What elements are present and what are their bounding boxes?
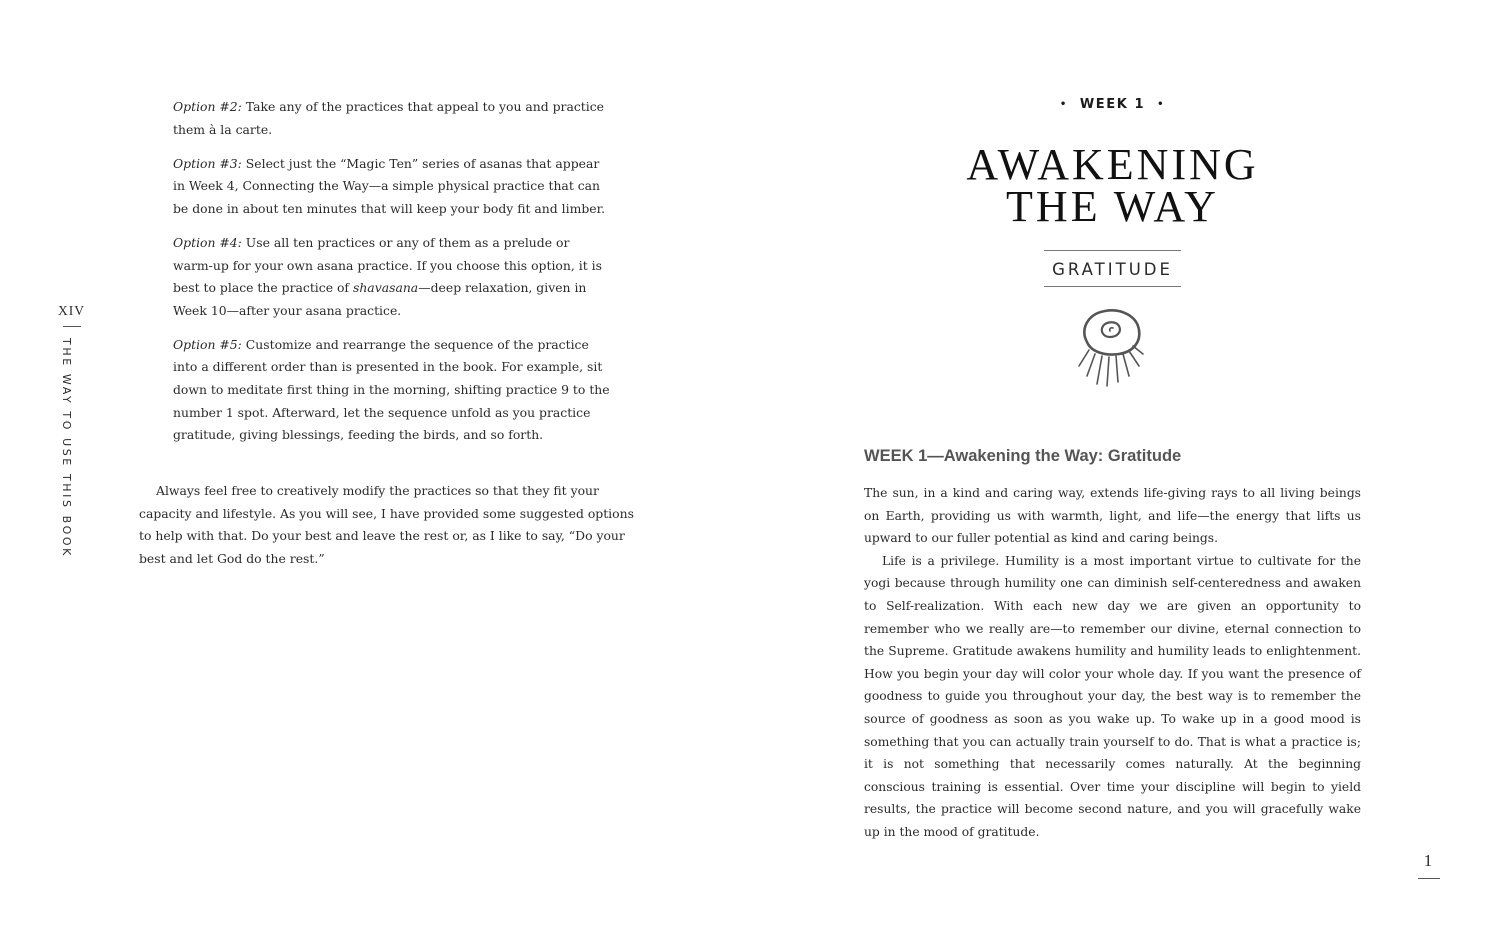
option-paragraph <box>173 334 613 447</box>
option-text: Customize and rearrange the sequence of the practice into a different order than is presented in the book. For example, sit down to meditate first thing in the morning, shifting practice 9 to the number 1 spot. Afterward, let the sequence unfold as you practice gratitude, giving blessings, feeding the birds, and so forth. <box>173 336 610 443</box>
option-label: Option #2: <box>173 99 242 114</box>
right-folio-rule <box>1418 878 1440 879</box>
option-text: Take any of the practices that appeal to you and practice them à la carte. <box>173 99 605 137</box>
chapter-title-line-1: AWAKENING <box>966 140 1259 189</box>
option-italic-term: shavasana <box>352 280 419 296</box>
sun-glyph-icon <box>1075 306 1149 390</box>
option-4 <box>173 232 613 322</box>
chapter-subtitle: GRATITUDE <box>1044 250 1181 287</box>
option-5 <box>173 334 613 447</box>
option-label: Option #4: <box>173 234 242 250</box>
option-text: —deep relaxation, given in Week 10—after your asana practice. <box>173 280 587 318</box>
section-heading: WEEK 1—Awakening the Way: Gratitude <box>864 447 1182 465</box>
option-2 <box>173 96 613 141</box>
closing-paragraph: Always feel free to creatively modify the practices so that they fit your capacity and lifestyle. As you will see, I have provided some suggested options to help with that. Do your best and leave the rest or, as I like to say, “Do your best and let God do the rest.” <box>139 483 634 566</box>
option-label: Option #3: <box>173 155 242 171</box>
option-paragraph <box>173 96 613 141</box>
left-folio-rule <box>63 326 81 327</box>
bullet-right: • <box>1157 99 1166 110</box>
options-list <box>173 96 613 458</box>
bullet-left: • <box>1059 99 1068 110</box>
option-text: Select just the “Magic Ten” series of asanas that appear in Week 4, Connecting the Way—a simple physical practice that can be done in about ten minutes that will keep your body fit and limber. <box>173 155 606 216</box>
option-paragraph <box>173 153 613 221</box>
option-label: Option #5: <box>173 336 242 352</box>
option-paragraph <box>173 232 613 322</box>
body-paragraph-1: The sun, in a kind and caring way, extends life-giving rays to all living beings on Earth, providing us with warmth, light, and life—the energy that lifts us upward to our fuller potential as kind and caring beings. <box>864 486 1361 546</box>
option-3 <box>173 153 613 221</box>
running-head: THE WAY TO USE THIS BOOK <box>60 338 73 558</box>
right-page <box>750 0 1500 928</box>
chapter-title <box>750 140 1475 231</box>
left-page-number: XIV <box>58 303 85 318</box>
chapter-title-line-2: THE WAY <box>1006 182 1219 231</box>
week-label-text: WEEK 1 <box>1079 97 1146 112</box>
week-label <box>750 97 1475 112</box>
body-paragraph-2: Life is a privilege. Humility is a most important virtue to cultivate for the yogi because through humility one can diminish self-centeredness and awaken to Self-realization. With each new day we are given an opportunity to remember who we really are—to remember our divine, eternal connection to the Supreme. Gratitude awakens humility and humility leads to enlightenment. How you begin your day will color your whole day. If you want the presence of goodness to guide you throughout your day, the best way is to remember the source of goodness as soon as you wake up. To wake up in a good mood is something that you can actually train yourself to do. That is what a practice is; it is not something that necessarily comes naturally. At the beginning conscious training is essential. Over time your discipline will begin to yield results, the practice will become second nature, and you will gracefully wake up in the mood of gratitude. <box>864 553 1361 839</box>
right-page-number: 1 <box>1423 851 1433 870</box>
body-text <box>864 482 1361 844</box>
option-text: Use all ten practices or any of them as a prelude or warm-up for your own asana practice. If you choose this option, it is best to place the practice of <box>173 234 602 296</box>
